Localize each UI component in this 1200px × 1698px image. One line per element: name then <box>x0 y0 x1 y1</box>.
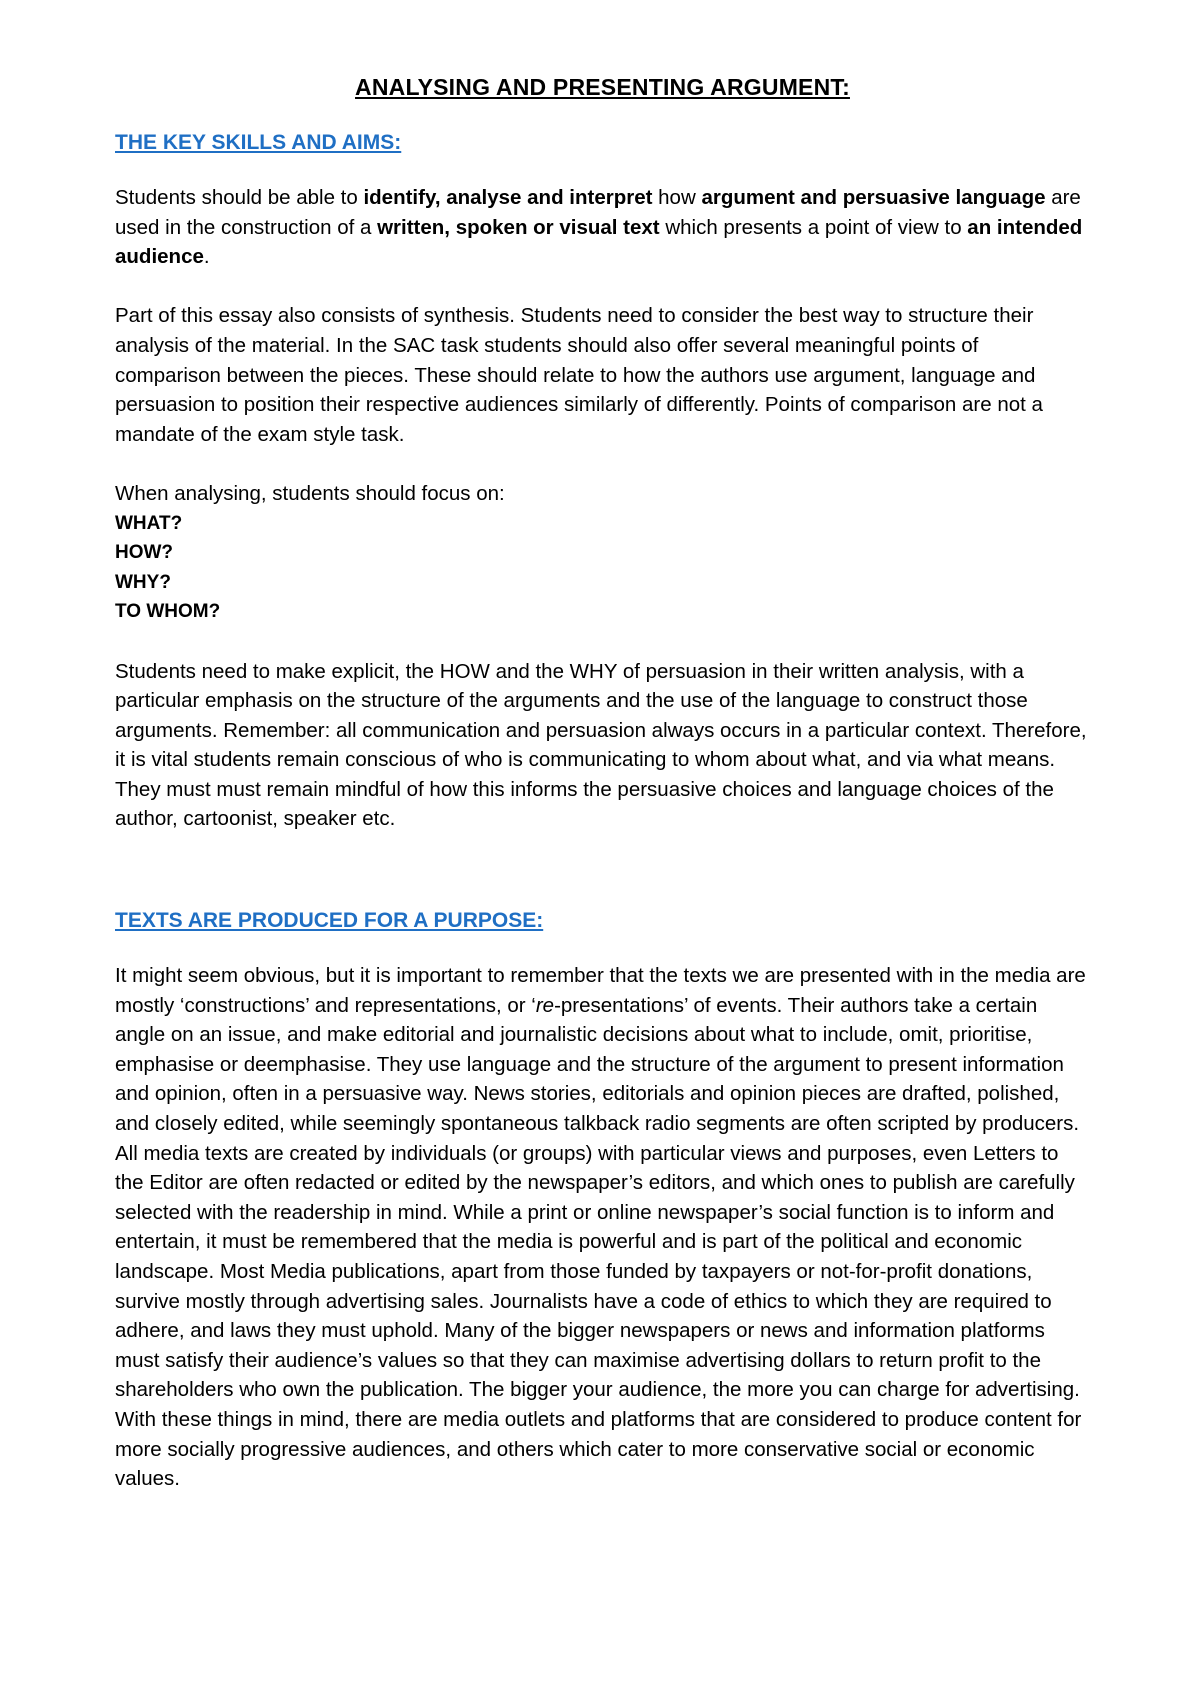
section-heading-texts-purpose: TEXTS ARE PRODUCED FOR A PURPOSE: <box>115 909 544 933</box>
focus-list <box>115 509 1090 627</box>
paragraph-how-and-why: Students need to make explicit, the HOW and the WHY of persuasion in their written analysis, with a particular emphasis on the structure of the arguments and the use of the language to construct those arguments. Remember: all communication and persuasion always occurs in a particular context. Therefore, it is vital students remain conscious of who is communicating to whom about what, and via what means. They must must remain mindful of how this informs the persuasive choices and language choices of the author, cartoonist, speaker etc. <box>115 659 1087 831</box>
focus-item-to-whom: TO WHOM? <box>115 601 221 623</box>
text-run: which presents a point of view to <box>659 215 968 239</box>
focus-item-what: WHAT? <box>115 512 183 534</box>
text-run: -presentations’ of events. Their authors take a certain angle on an issue, and make editorial and journalistic decisions about what to include, omit, prioritise, emphasise or deemphasise. They use language and the structure of the argument to present information and opinion, often in a persuasive way. News stories, editorials and opinion pieces are drafted, polished, and closely edited, while seemingly spontaneous talkback radio segments are often scripted by producers. All media texts are created by individuals (or groups) with particular views and purposes, even Letters to the Editor are often redacted or edited by the newspaper’s editors, and which ones to publish are carefully selected with the readership in mind. While a print or online newspaper’s social function is to inform and entertain, it must be remembered that the media is powerful and is part of the political and economic landscape. Most Media publications, apart from those funded by taxpayers or not-for-profit donations, survive mostly through advertising sales. Journalists have a code of ethics to which they are required to adhere, and laws they must uphold. Many of the bigger newspapers or news and information platforms must satisfy their audience’s values so that they can maximise advertising dollars to return profit to the shareholders who own the publication. The bigger your audience, the more you can charge for advertising. With these things in mind, there are media outlets and platforms that are considered to produce content for more socially progressive audiences, and others which cater to more conservative social or economic values. <box>115 993 1082 1491</box>
paragraph-synthesis: Part of this essay also consists of synthesis. Students need to consider the best way to structure their analysis of the material. In the SAC task students should also offer several meaningful points of comparison between the pieces. These should relate to how the authors use argument, language and persuasion to position their respective audiences similarly of differently. Points of comparison are not a mandate of the exam style task. <box>115 304 1043 446</box>
document-title: ANALYSING AND PRESENTING ARGUMENT: <box>355 74 850 100</box>
document-page <box>115 72 1090 1523</box>
text-run-bold: written, spoken or visual text <box>377 215 660 239</box>
text-run: . <box>203 245 210 269</box>
text-run: are used in the construction of a <box>115 186 1081 239</box>
paragraph-key-skills-intro <box>115 183 1090 272</box>
focus-intro: When analysing, students should focus on: <box>115 481 505 505</box>
text-run-bold: argument and persuasive language <box>701 186 1046 209</box>
paragraph-texts-purpose <box>115 961 1090 1494</box>
text-run-bold: identify, analyse and interpret <box>363 186 653 209</box>
text-run: how <box>652 186 702 209</box>
text-run-bold: an intended audience <box>115 215 1083 269</box>
focus-item-why: WHY? <box>115 571 171 593</box>
text-run: Students should be able to <box>115 186 364 209</box>
section-heading-key-skills: THE KEY SKILLS AND AIMS: <box>115 131 402 154</box>
text-run-italic: re <box>535 993 555 1017</box>
text-run: It might seem obvious, but it is important to remember that the texts we are presented with in the media are mostly ‘constructions’ and representations, or ‘ <box>115 964 1086 1017</box>
focus-item-how: HOW? <box>115 542 174 564</box>
